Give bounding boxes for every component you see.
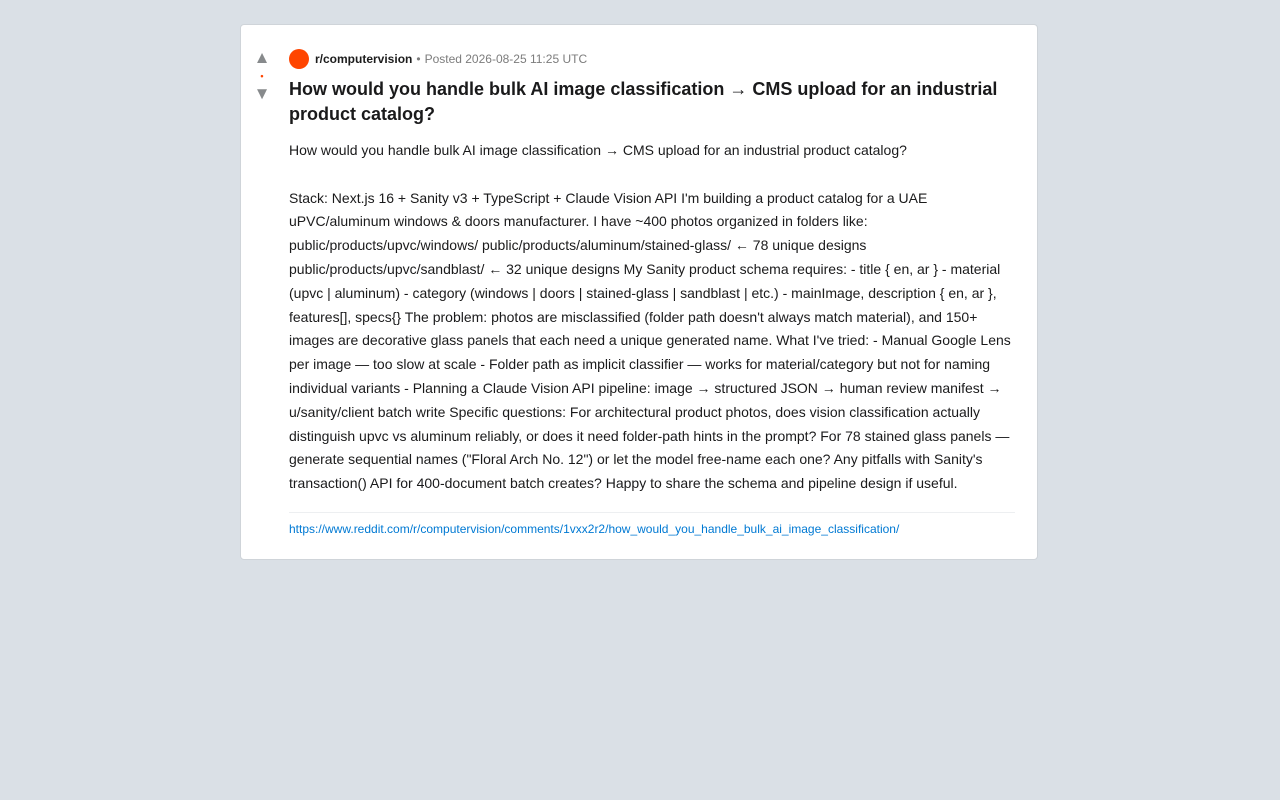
- subreddit-link[interactable]: r/computervision: [315, 52, 413, 66]
- post-body-paragraph: Stack: Next.js 16 + Sanity v3 + TypeScript + Claude Vision API I'm building a product catalog for a UAE uPVC/aluminum windows & doors manufacturer. I have ~400 photos organized in folders like: public/products/upvc/windows/ public/products/aluminum/stained-glass/ ← 78 unique designs public/products/upvc/sandblast/ ← 32 unique designs My Sanity product schema requires: - title { en, ar } - material (upvc | aluminum) - category (windows | doors | stained-glass | sandblast | etc.) - mainImage, description { en, ar }, features[], specs{} The problem: photos are misclassified (folder path doesn't always match material), and 150+ images are decorative glass panels that each need a unique generated name. What I've tried: - Manual Google Lens per image — too slow at scale - Folder path as implicit classifier — works for material/category but not for naming individual variants - Planning a Claude Vision API pipeline: image → structured JSON → human review manifest → u/sanity/client batch write Specific questions: For architectural product photos, does vision classification actually distinguish upvc vs aluminum reliably, or does it need folder-path hints in the prompt? For 78 stained glass panels — generate sequential names ("Floral Arch No. 12") or let the model free-name each one? Any pitfalls with Sanity's transaction() API for 400-document batch creates? Happy to share the schema and pipeline design if useful.: [289, 189, 1011, 492]
- subreddit-icon[interactable]: [289, 49, 309, 69]
- permalink-link[interactable]: https://www.reddit.com/r/computervision/comments/1vxx2r2/how_would_you_handle_bulk_ai_image_classification/: [289, 521, 900, 536]
- post-meta: [289, 49, 1015, 69]
- post-body-paragraph: How would you handle bulk AI image classification → CMS upload for an industrial product catalog?: [289, 142, 907, 158]
- downvote-arrow-icon[interactable]: ▼: [253, 84, 271, 103]
- vote-score: •: [260, 71, 264, 81]
- post-body: [289, 139, 1015, 496]
- meta-separator: •: [416, 52, 421, 66]
- posted-timestamp: Posted 2026-08-25 11:25 UTC: [424, 52, 588, 66]
- post-title[interactable]: How would you handle bulk AI image classification → CMS upload for an industrial product catalog?: [289, 79, 998, 124]
- post-content: [289, 49, 1015, 536]
- vote-column: [241, 49, 283, 103]
- post-footer: [289, 512, 1015, 536]
- post-card: [240, 24, 1038, 560]
- upvote-arrow-icon[interactable]: ▲: [253, 48, 271, 67]
